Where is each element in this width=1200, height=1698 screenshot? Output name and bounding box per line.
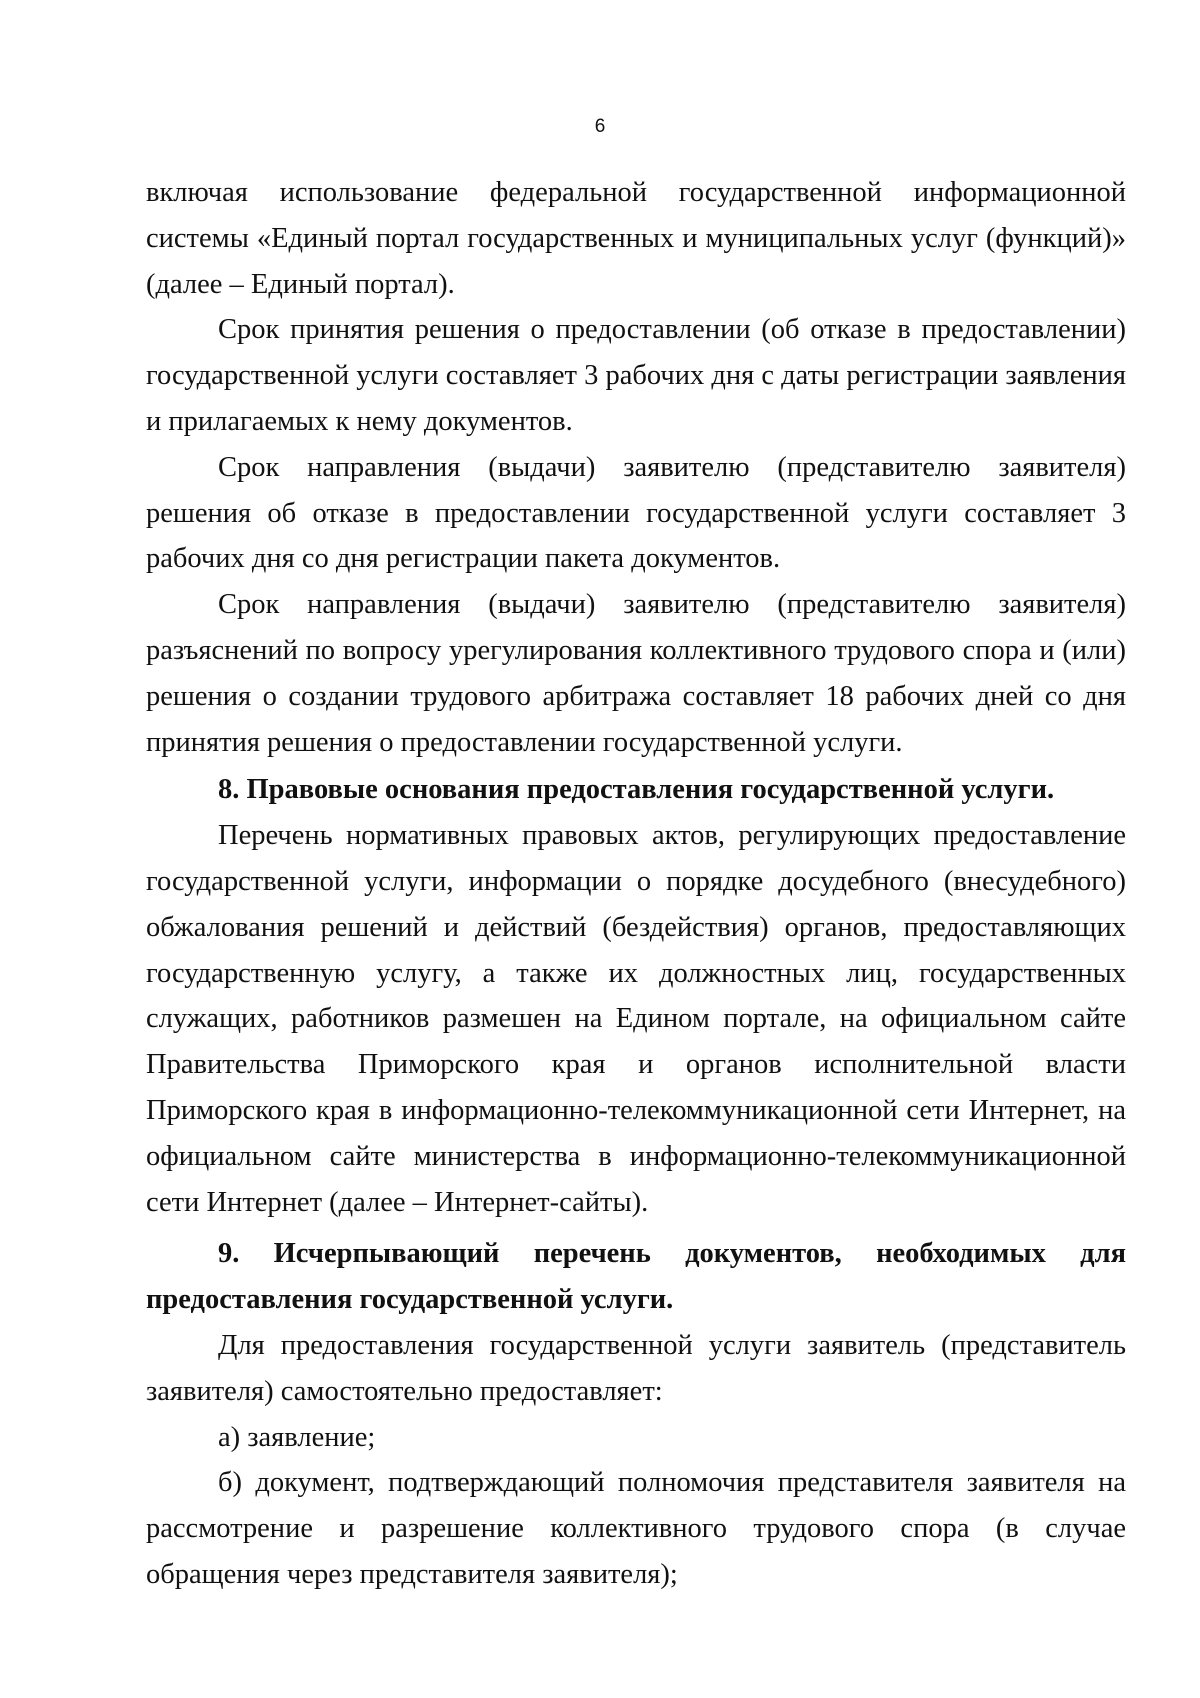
document-body — [146, 170, 1126, 1598]
paragraph-legal-acts: Перечень нормативных правовых актов, регулирующих предоставление государственной услуги, информации о порядке досудебного (внесудебного) обжалования решений и действий (бездействия) органов, предоставляющих государственную услугу, а также их должностных лиц, государственных служащих, работников размешен на Едином портале, на официальном сайте Правительства Приморского края и органов исполнительной власти Приморского края в информационно-телекоммуникационной сети Интернет, на официальном сайте министерства в информационно-телекоммуникационной сети Интернет (далее – Интернет-сайты). — [146, 820, 1126, 1218]
paragraph-decision-deadline: Срок принятия решения о предоставлении (об отказе в предоставлении) государственной услуги составляет 3 рабочих дня с даты регистрации заявления и прилагаемых к нему документов. — [146, 314, 1126, 437]
paragraph-explanation-deadline: Срок направления (выдачи) заявителю (представителю заявителя) разъяснений по вопросу урегулирования коллективного трудового спора и (или) решения о создании трудового арбитража составляет 18 рабочих дней со дня принятия решения о предоставлении государственной услуги. — [146, 589, 1126, 758]
paragraph-continuation: включая использование федеральной государственной информационной системы «Единый портал государственных и муниципальных услуг (функций)» (далее – Единый портал). — [146, 177, 1126, 300]
section-heading-9: 9. Исчерпывающий перечень документов, необходимых для предоставления государственной услуги. — [146, 1238, 1126, 1316]
section-heading-8: 8. Правовые основания предоставления государственной услуги. — [218, 774, 1055, 806]
list-item-b: б) документ, подтверждающий полномочия представителя заявителя на рассмотрение и разрешение коллективного трудового спора (в случае обращения через представителя заявителя); — [146, 1467, 1126, 1590]
list-item-a: а) заявление; — [218, 1421, 376, 1453]
paragraph-refusal-deadline: Срок направления (выдачи) заявителю (представителю заявителя) решения об отказе в предоставлении государственной услуги составляет 3 рабочих дня со дня регистрации пакета документов. — [146, 451, 1126, 575]
paragraph-documents-intro: Для предоставления государственной услуги заявитель (представитель заявителя) самостоятельно предоставляет: — [146, 1329, 1126, 1407]
page-number: 6 — [594, 116, 606, 137]
